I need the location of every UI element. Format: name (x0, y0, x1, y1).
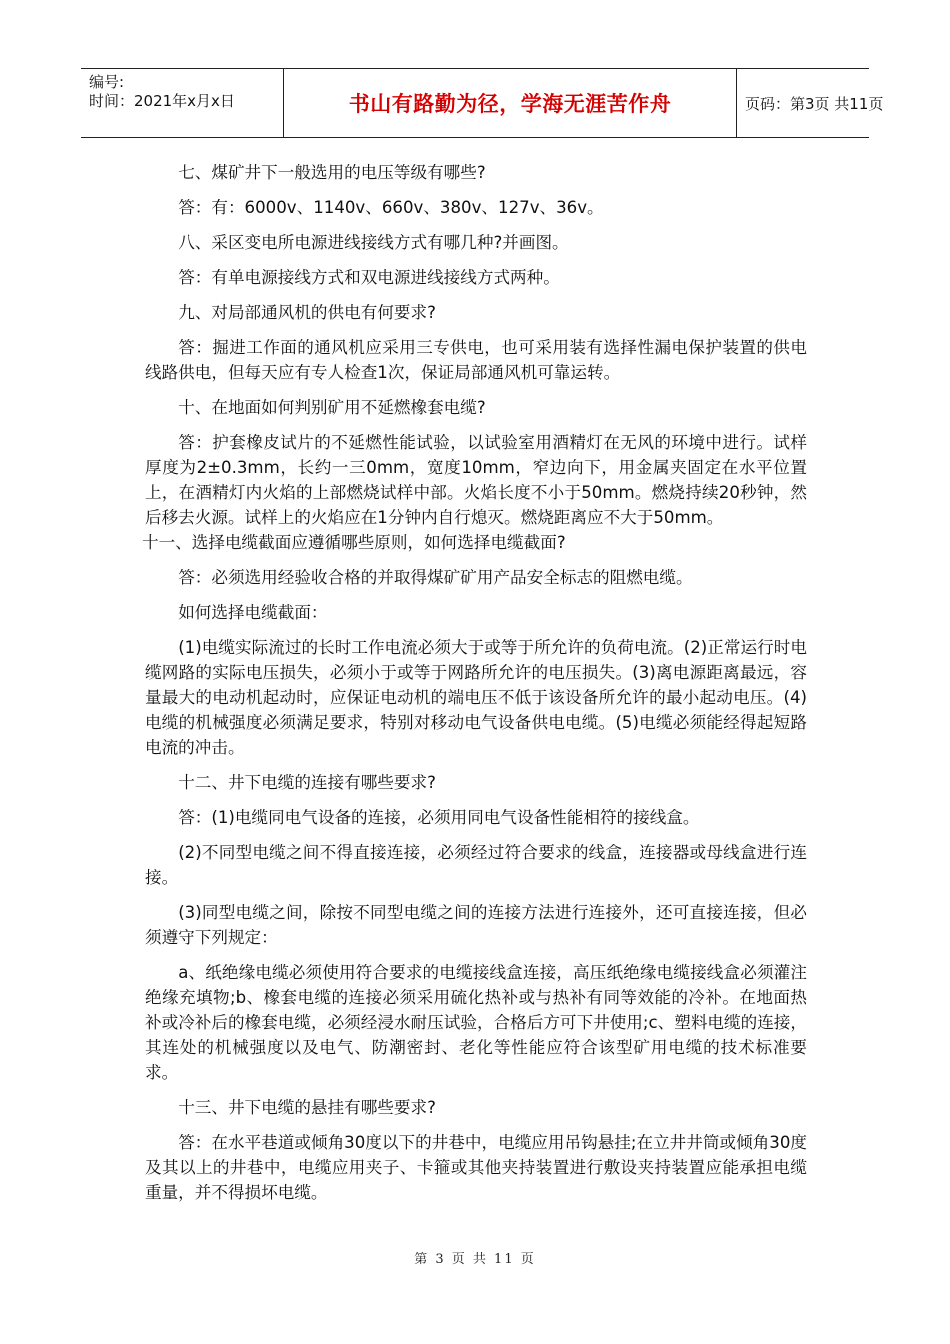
question-9: 九、对局部通风机的供电有何要求? (178, 303, 436, 322)
answer-8: 答：有单电源接线方式和双电源进线接线方式两种。 (178, 268, 560, 287)
question-13: 十三、井下电缆的悬挂有哪些要求? (178, 1098, 436, 1117)
question-7: 七、煤矿井下一般选用的电压等级有哪些? (178, 163, 486, 182)
answer-12-item-2: (2)不同型电缆之间不得直接连接，必须经过符合要求的线盒，连接器或母线盒进行连接。 (145, 843, 807, 887)
question-12: 十二、井下电缆的连接有哪些要求? (178, 773, 436, 792)
question-11: 十一、选择电缆截面应遵循哪些原则，如何选择电缆截面? (142, 533, 566, 552)
header-meta-cell (81, 69, 283, 137)
header-page-cell (737, 69, 884, 137)
answer-7: 答：有：6000v、1140v、660v、380v、127v、36v。 (178, 198, 604, 217)
question-8: 八、采区变电所电源进线接线方式有哪几种?并画图。 (178, 233, 569, 252)
answer-13: 答：在水平巷道或倾角30度以下的井巷中，电缆应用吊钩悬挂;在立井井筒或倾角30度及其以上的井巷中，电缆应用夹子、卡箍或其他夹持装置进行敷设夹持装置应能承担电缆重量，并不得损坏电缆。 (145, 1133, 807, 1202)
page-footer: 第 3 页 共 11 页 (414, 1252, 536, 1267)
answer-11: 答：必须选用经验收合格的并取得煤矿矿用产品安全标志的阻燃电缆。 (178, 568, 693, 587)
question-10: 十、在地面如何判别矿用不延燃橡套电缆? (178, 398, 486, 417)
header-motto-cell (283, 69, 737, 137)
answer-9: 答：掘进工作面的通风机应采用三专供电，也可采用装有选择性漏电保护装置的供电线路供电，但每天应有专人检查1次，保证局部通风机可靠运转。 (145, 338, 807, 382)
answer-10: 答：护套橡皮试片的不延燃性能试验，以试验室用酒精灯在无风的环境中进行。试样厚度为2±0.3mm，长约一三0mm，宽度10mm，窄边向下，用金属夹固定在水平位置上，在酒精灯内火焰的上部燃烧试样中部。火焰长度不小于50mm。燃烧持续20秒钟，然后移去火源。试样上的火焰应在1分钟内自行熄灭。燃烧距离应不大于50mm。 (145, 433, 807, 527)
date-label: 时间：2021年x月x日 (89, 92, 235, 110)
document-body (142, 160, 807, 1215)
answer-11-subheading: 如何选择电缆截面： (178, 603, 328, 622)
serial-number-label: 编号: (89, 73, 125, 91)
answer-12-item-1: 答：(1)电缆同电气设备的连接，必须用同电气设备性能相符的接线盒。 (178, 808, 700, 827)
document-header (81, 68, 884, 138)
motto-text: 书山有路勤为径，学海无涯苦作舟 (348, 92, 672, 116)
answer-12-item-3: (3)同型电缆之间，除按不同型电缆之间的连接方法进行连接外，还可直接连接，但必须遵守下列规定： (145, 903, 807, 947)
page-info: 页码：第3页 共11页 (745, 94, 884, 113)
answer-12-rules: a、纸绝缘电缆必须使用符合要求的电缆接线盒连接，高压纸绝缘电缆接线盒必须灌注绝缘充填物;b、橡套电缆的连接必须采用硫化热补或与热补有同等效能的冷补。在地面热补或冷补后的橡套电缆，必须经浸水耐压试验，合格后方可下井使用;c、塑料电缆的连接，其连处的机械强度以及电气、防潮密封、老化等性能应符合该型矿用电缆的技术标准要求。 (145, 963, 807, 1082)
answer-11-criteria: (1)电缆实际流过的长时工作电流必须大于或等于所允许的负荷电流。(2)正常运行时电缆网路的实际电压损失，必须小于或等于网路所允许的电压损失。(3)离电源距离最远，容量最大的电动机起动时，应保证电动机的端电压不低于该设备所允许的最小起动电压。(4)电缆的机械强度必须满足要求，特别对移动电气设备供电电缆。(5)电缆必须能经得起短路电流的冲击。 (145, 638, 807, 757)
